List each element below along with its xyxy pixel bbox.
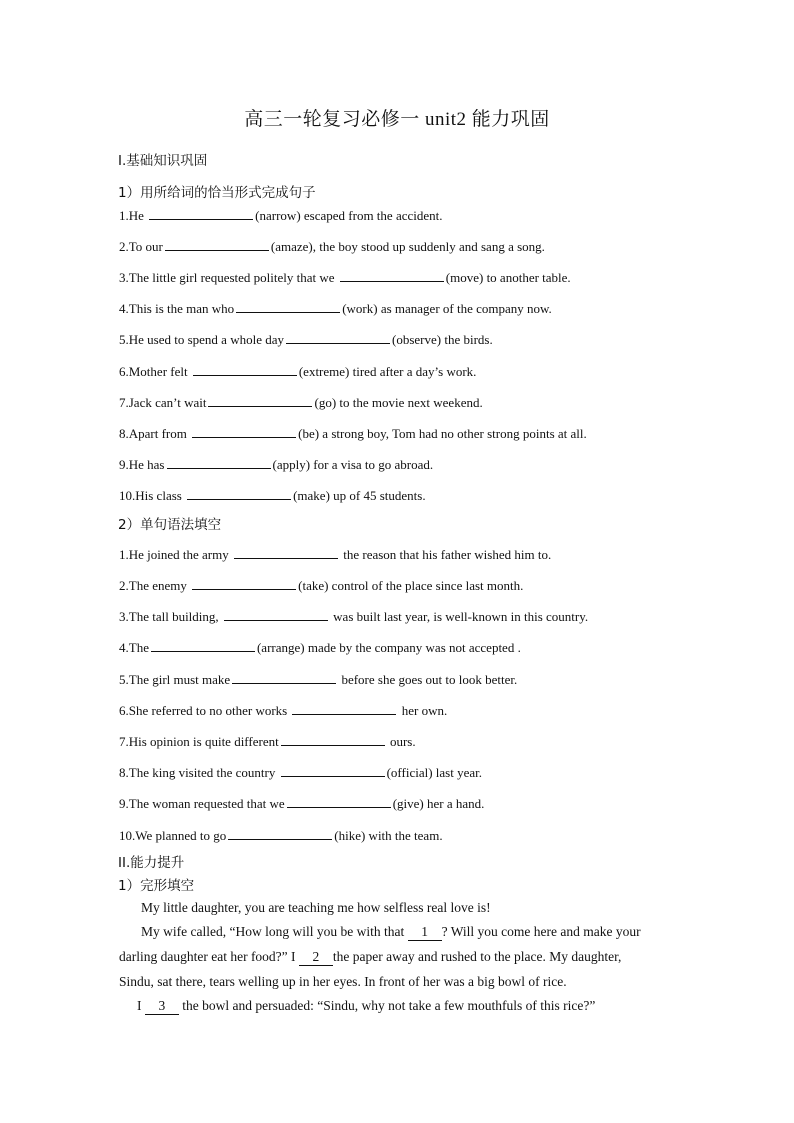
cloze-paragraph-line: Sindu, sat there, tears welling up in her eyes. In front of her was a big bowl of rice. xyxy=(119,974,567,989)
part-1-heading: 1）用所给词的恰当形式完成句子 xyxy=(118,185,316,201)
answer-blank[interactable] xyxy=(151,640,255,652)
exercise-line: 8.The king visited the country (official) last year. xyxy=(119,765,483,780)
cloze-blank-1[interactable]: 1 xyxy=(408,924,442,941)
answer-blank[interactable] xyxy=(224,609,328,621)
answer-blank[interactable] xyxy=(165,239,269,251)
answer-blank[interactable] xyxy=(193,364,297,376)
answer-blank[interactable] xyxy=(232,672,336,684)
exercise-line: 10.We planned to go (hike) with the team. xyxy=(119,828,443,843)
answer-blank[interactable] xyxy=(281,734,385,746)
cloze-heading: 1）完形填空 xyxy=(118,878,195,894)
section-1-heading: Ⅰ.基础知识巩固 xyxy=(118,153,208,169)
exercise-line: 7.Jack can’t wait (go) to the movie next weekend. xyxy=(119,395,483,410)
answer-blank[interactable] xyxy=(286,332,390,344)
page-title: 高三一轮复习必修一 unit2 能力巩固 xyxy=(244,109,550,130)
exercise-line: 1.He joined the army the reason that his father wished him to. xyxy=(119,547,552,562)
answer-blank[interactable] xyxy=(340,270,444,282)
exercise-line: 2.The enemy (take) control of the place since last month. xyxy=(119,578,524,593)
cloze-blank-2[interactable]: 2 xyxy=(299,949,333,966)
exercise-line: 3.The little girl requested politely that we (move) to another table. xyxy=(119,270,571,285)
answer-blank[interactable] xyxy=(187,488,291,500)
exercise-line: 5.He used to spend a whole day (observe) the birds. xyxy=(119,332,493,347)
part-2-heading: 2）单句语法填空 xyxy=(118,517,222,533)
exercise-line: 4.This is the man who (work) as manager of the company now. xyxy=(119,301,552,316)
cloze-paragraph-line: darling daughter eat her food?” I 2 the paper away and rushed to the place. My daughter, xyxy=(119,949,622,964)
answer-blank[interactable] xyxy=(287,796,391,808)
exercise-line: 5.The girl must make before she goes out to look better. xyxy=(119,672,518,687)
section-2-heading: II.能力提升 xyxy=(118,855,185,871)
exercise-line: 9.The woman requested that we (give) her a hand. xyxy=(119,796,485,811)
answer-blank[interactable] xyxy=(208,395,312,407)
exercise-line: 10.His class (make) up of 45 students. xyxy=(119,488,426,503)
cloze-paragraph-line: I 3 the bowl and persuaded: “Sindu, why not take a few mouthfuls of this rice?” xyxy=(137,998,596,1013)
exercise-line: 8.Apart from (be) a strong boy, Tom had no other strong points at all. xyxy=(119,426,587,441)
answer-blank[interactable] xyxy=(228,828,332,840)
exercise-line: 6.She referred to no other works her own. xyxy=(119,703,448,718)
exercise-line: 2.To our (amaze), the boy stood up suddenly and sang a song. xyxy=(119,239,545,254)
exercise-line: 1.He (narrow) escaped from the accident. xyxy=(119,208,443,223)
exercise-line: 9.He has (apply) for a visa to go abroad. xyxy=(119,457,434,472)
exercise-line: 3.The tall building, was built last year, is well-known in this country. xyxy=(119,609,589,624)
answer-blank[interactable] xyxy=(292,703,396,715)
exercise-line: 7.His opinion is quite different ours. xyxy=(119,734,416,749)
cloze-blank-3[interactable]: 3 xyxy=(145,998,179,1015)
answer-blank[interactable] xyxy=(192,578,296,590)
cloze-paragraph-line: My little daughter, you are teaching me how selfless real love is! xyxy=(141,900,491,915)
answer-blank[interactable] xyxy=(236,301,340,313)
answer-blank[interactable] xyxy=(149,208,253,220)
answer-blank[interactable] xyxy=(281,765,385,777)
exercise-line: 6.Mother felt (extreme) tired after a day’s work. xyxy=(119,364,477,379)
answer-blank[interactable] xyxy=(167,457,271,469)
answer-blank[interactable] xyxy=(192,426,296,438)
answer-blank[interactable] xyxy=(234,547,338,559)
cloze-paragraph-line: My wife called, “How long will you be with that 1 ? Will you come here and make your xyxy=(141,924,641,939)
exercise-line: 4.The (arrange) made by the company was not accepted . xyxy=(119,640,521,655)
